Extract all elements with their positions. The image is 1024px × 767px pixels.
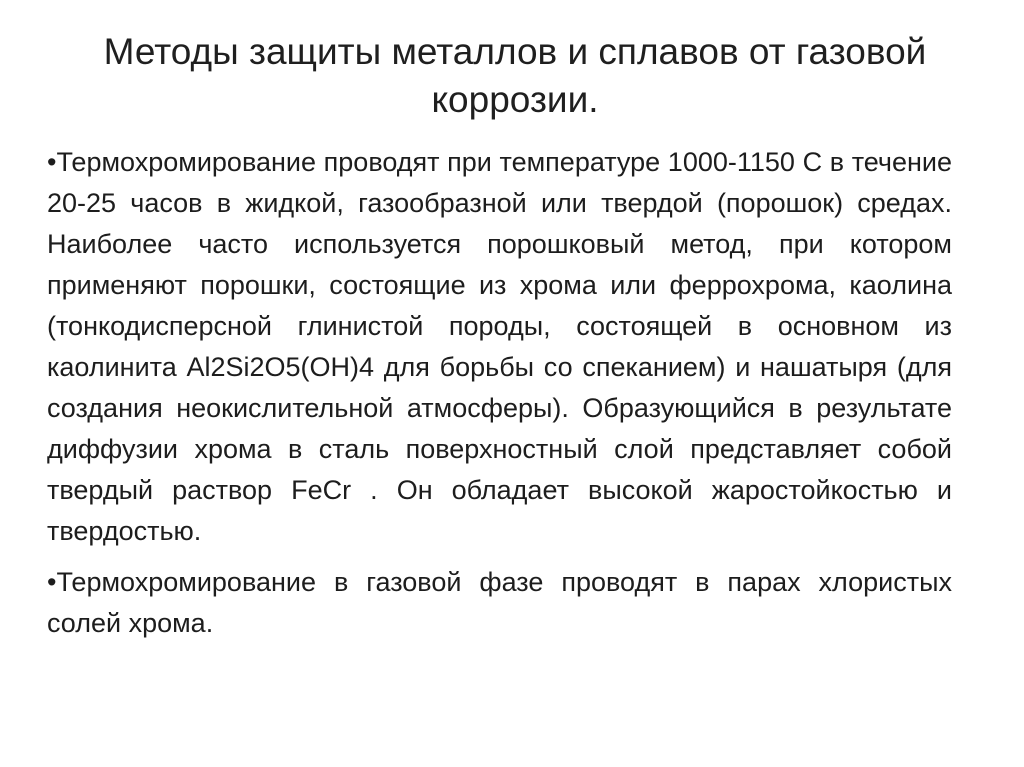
slide-title: Методы защиты металлов и сплавов от газовой коррозии.: [103, 31, 927, 120]
bullet-paragraph-1: •Термохромирование проводят при температуре 1000-1150 С в течение 20-25 часов в жидкой, газообразной или твердой (порошок) средах. Наиболее часто используется порошковый метод, при котором применяют порошки, состоящие из хрома или феррохрома, каолина (тонкодисперсной глинистой породы, состоящей в основном из каолинита Al2Si2O5(OH)4 для борьбы со спеканием) и нашатыря (для создания неокислительной атмосферы). Образующийся в результате диффузии хрома в сталь поверхностный слой представляет собой твердый раствор FeCr . Он обладает высокой жаростойкостью и твердостью.: [47, 147, 952, 546]
slide-content: [47, 142, 952, 654]
bullet-paragraph-2: •Термохромирование в газовой фазе проводят в парах хлористых солей хрома.: [47, 567, 952, 638]
